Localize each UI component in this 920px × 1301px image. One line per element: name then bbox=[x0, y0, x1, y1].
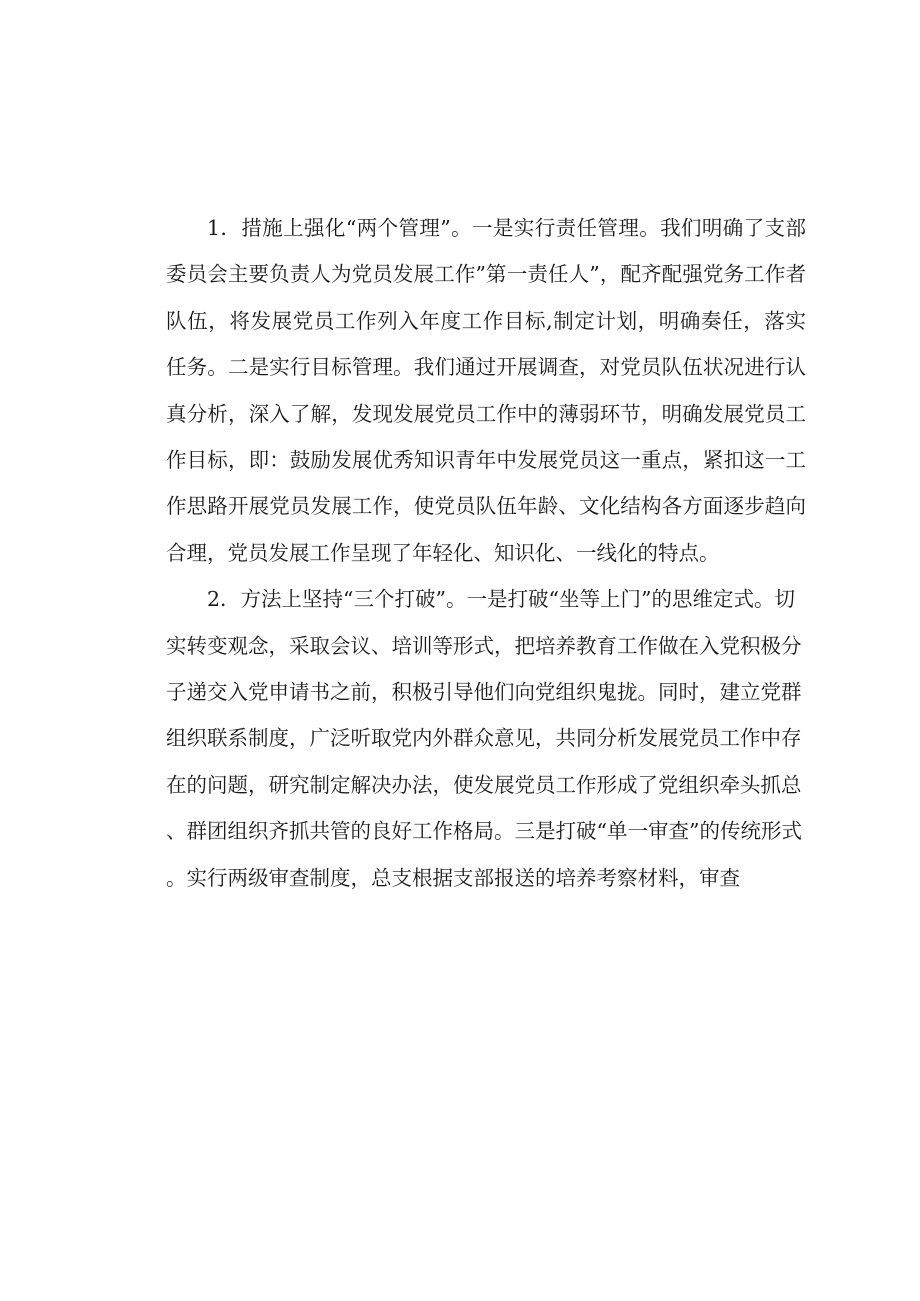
paragraph-1: 1．措施上强化“两个管理”。一是实行责任管理。我们明确了支部委员会主要负责人为党员发展工作”第一责任人”，配齐配强党务工作者队伍，将发展党员工作列入年度工作目标,制定计划，明确奏任，落实任务。二是实行目标管理。我们通过开展调查，对党员队伍状况进行认真分析，深入了解，发现发展党员工作中的薄弱环节，明确发展党员工作目标，即：鼓励发展优秀知识青年中发展党员这一重点，紧扣这一工作思路开展党员发展工作，使党员队伍年龄、文化结构各方面逐步趋向合理，党员发展工作呈现了年轻化、知识化、一线化的特点。 bbox=[166, 216, 806, 565]
document-body bbox=[166, 205, 806, 901]
paragraph-2: 2．方法上坚持“三个打破”。一是打破“坐等上门”的思维定式。切实转变观念，采取会议、培训等形式，把培养教育工作做在入党积极分子递交入党申请书之前，积极引导他们向党组织鬼拢。同时，建立党群组织联系制度，广泛听取党内外群众意见，共同分析发展党员工作中存在的问题，研究制定解决办法，使发展党员工作形成了党组织牵头抓总、群团组织齐抓共管的良好工作格局。三是打破“单一审查”的传统形式。实行两级审查制度，总支根据支部报送的培养考察材料，审查 bbox=[166, 587, 802, 890]
